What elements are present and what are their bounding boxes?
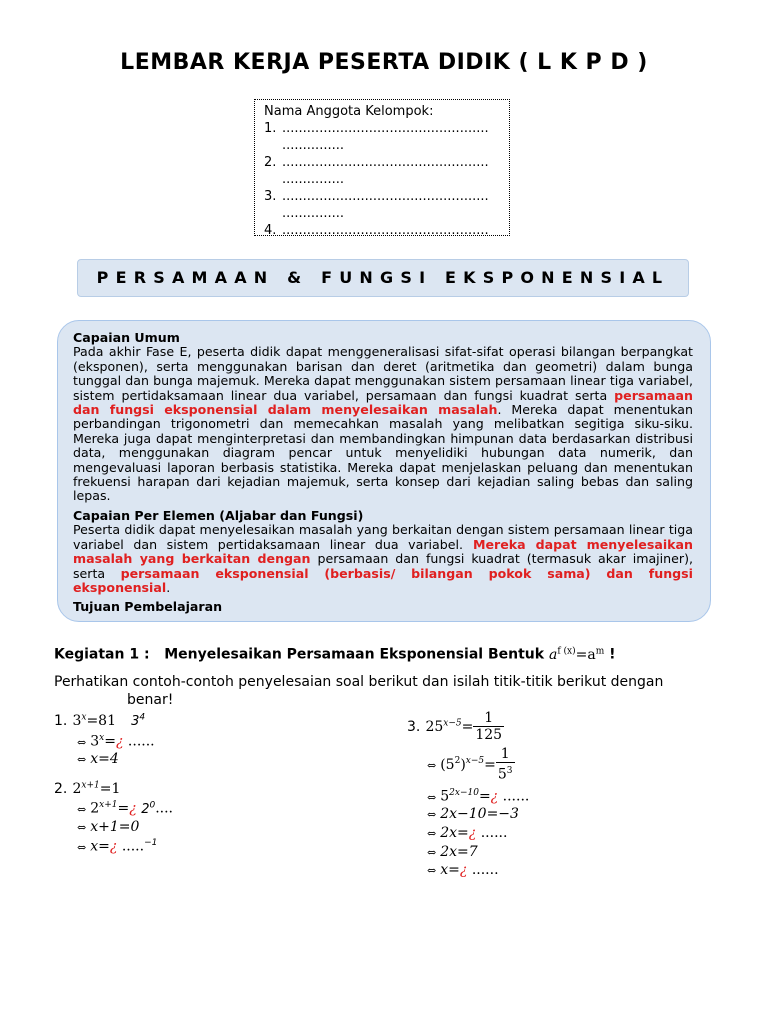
example-3-step-4: ⇔ 2x=¿ ...... (427, 825, 508, 841)
example-3-step-5: ⇔ 2x=7 (427, 844, 478, 860)
member-line-1[interactable]: 1. .................................................. (264, 121, 489, 136)
handwritten-3-power-4: $3^4$ (131, 712, 146, 729)
capaian-elemen-highlight-1: Mereka dapat menyelesaikan masalah yang berkaitan dengan (73, 536, 693, 567)
example-2-step-3: ⇔ x=¿ .....$^{-1}$ (77, 838, 158, 855)
page-title: LEMBAR KERJA PESERTA DIDIK ( L K P D ) (120, 50, 648, 75)
capaian-elemen-heading: Capaian Per Elemen (Aljabar dan Fungsi) (73, 507, 364, 523)
blank-marker[interactable]: ¿ (129, 800, 137, 817)
activity-label: Kegiatan 1 : (54, 646, 150, 663)
capaian-elemen-highlight-2: persamaan eksponensial (berbasis/ bilangan pokok sama) dan fungsi eksponensial (73, 565, 693, 595)
member-line-2-cont: ............... (282, 172, 344, 187)
example-1: 1. $3^x=81$ $3^4$ (54, 712, 146, 729)
example-2-equation: $2^{x+1}=1$ (72, 780, 121, 797)
group-members-heading: Nama Anggota Kelompok: (264, 104, 434, 119)
subject-banner: PERSAMAAN & FUNGSI EKSPONENSIAL (77, 259, 689, 297)
example-3: 3. $25^{x-5}=$ $\frac{1}{125}$ (407, 710, 503, 743)
member-line-3[interactable]: 3. .................................................. (264, 189, 489, 204)
example-1-step-1: ⇔ $3^x=¿$ ...... (77, 733, 155, 750)
handwritten-2-power-0: $2^0$ (141, 800, 156, 817)
example-3-equation: $25^{x-5}=$ $\frac{1}{125}$ (425, 710, 503, 743)
blank-marker[interactable]: ¿ (109, 838, 118, 855)
member-line-2[interactable]: 2. .................................................. (264, 155, 489, 170)
capaian-elemen-text: Peserta didik dapat menyelesaikan masalah yang berkaitan dengan sistem persamaan linear tiga variabel dan sistem pertidaksamaan linear dua variabel. Mereka dapat menyelesaikan masalah yang berkaitan dengan persamaan dan fungsi kuadrat (termasuk akar imajiner), serta persamaan eksponensial (berbasis/ bilangan pokok sama) dan fungsi eksponensial. (73, 522, 693, 595)
member-line-1-cont: ............... (282, 138, 344, 153)
handwritten-minus-1: −1 (144, 838, 158, 848)
tujuan-heading: Tujuan Pembelajaran (73, 599, 223, 615)
example-2-step-1: ⇔ $2^{x+1}=¿$ $2^0$.... (77, 800, 174, 817)
group-members-box (254, 99, 510, 236)
example-3-step-6: ⇔ x=¿ ...... (427, 862, 499, 878)
activity-form: $a^{f (x)}=a^m$ (548, 646, 605, 663)
instruction-text: Perhatikan contoh-contoh penyelesaian soal berikut dan isilah titik-titik berikut dengan benar! (54, 674, 664, 708)
blank-marker[interactable]: ¿ (459, 862, 468, 878)
blank-marker[interactable]: ¿ (115, 733, 124, 750)
capaian-umum-highlight: persamaan dan fungsi eksponensial dalam menyelesaikan masalah (73, 387, 693, 418)
example-2: 2. $2^{x+1}=1$ (54, 780, 121, 797)
example-1-equation: $3^x=81$ (72, 712, 116, 729)
member-line-4[interactable]: 4. .................................................. (264, 223, 489, 236)
blank-marker[interactable]: ¿ (490, 788, 499, 805)
member-line-3-cont: ............... (282, 206, 344, 221)
blank-marker[interactable]: ¿ (468, 825, 477, 841)
example-1-step-2: ⇔ x=4 (77, 751, 119, 767)
example-2-step-2: ⇔ x+1=0 (77, 819, 140, 835)
example-3-step-2: ⇔ $5^{2x-10}=¿$ ...... (427, 788, 530, 805)
activity-heading: Kegiatan 1 : Menyelesaikan Persamaan Eksponensial Bentuk $a^{f (x)}=a^m$ ! (54, 646, 616, 663)
activity-title: Menyelesaikan Persamaan Eksponensial Bentuk (164, 646, 545, 663)
example-3-step-3: ⇔ 2x−10=−3 (427, 806, 519, 822)
capaian-umum-heading: Capaian Umum (73, 330, 180, 345)
example-3-step-1: ⇔ $(5^2)^{x-5}=$ $\frac{1}{5^3}$ (427, 746, 513, 783)
learning-outcomes-box (57, 320, 711, 622)
capaian-umum-text: Pada akhir Fase E, peserta didik dapat menggeneralisasi sifat-sifat operasi bilangan berpangkat (eksponen), serta menggunakan barisan dan deret (aritmetika dan geometri) dalam bunga tunggal dan bunga majemuk. Mereka dapat menggunakan sistem persamaan linear tiga variabel, sistem pertidaksamaan linear dua variabel, persamaan dan fungsi kuadrat serta persamaan dan fungsi eksponensial dalam menyelesaikan masalah. Mereka dapat menentukan perbandingan trigonometri dan memecahkan masalah yang melibatkan segitiga siku-siku. Mereka juga dapat menginterpretasi dan membandingkan himpunan data berdasarkan distribusi data, menggunakan diagram pencar untuk menyelidiki hubungan data numerik, dan mengevaluasi laporan berbasis statistika. Mereka dapat menjelaskan peluang dan menentukan frekuensi harapan dari kejadian majemuk, serta konsep dari kejadian saling bebas dan saling lepas. (73, 344, 694, 504)
